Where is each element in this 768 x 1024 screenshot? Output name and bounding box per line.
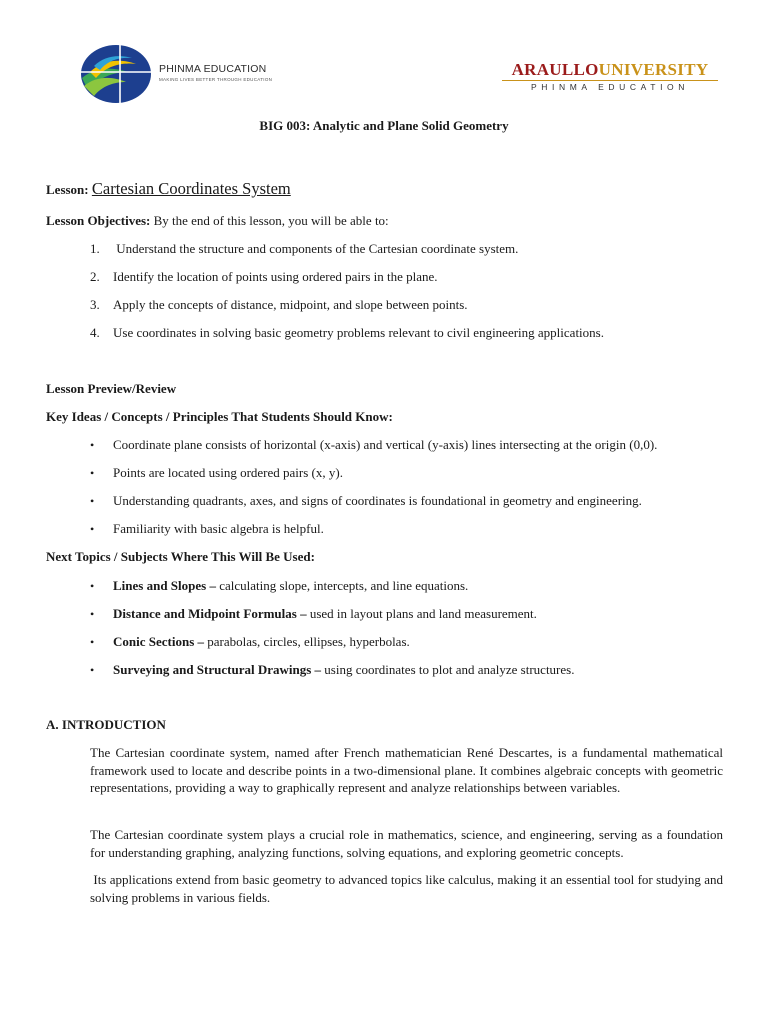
- objectives-intro: By the end of this lesson, you will be able to:: [153, 213, 389, 228]
- next-topic-term: Surveying and Structural Drawings –: [113, 662, 322, 677]
- phinma-brand-name: PHINMA EDUCATION: [159, 63, 267, 75]
- key-ideas-heading: Key Ideas / Concepts / Principles That Students Should Know:: [46, 409, 393, 424]
- lesson-label: Lesson:: [46, 182, 89, 197]
- objectives-label: Lesson Objectives:: [46, 213, 151, 228]
- lesson-name: Cartesian Coordinates System: [91, 179, 291, 198]
- araullo-wordmark: [498, 60, 722, 80]
- bullet-icon: •: [90, 494, 95, 508]
- objectives-intro-line: [46, 213, 389, 229]
- bullet-icon: •: [90, 466, 95, 480]
- next-topic-desc: used in layout plans and land measurement.: [306, 606, 537, 621]
- bullet-icon: •: [90, 607, 95, 621]
- next-topic-term: Lines and Slopes –: [113, 578, 216, 593]
- objective-number: 2.: [90, 269, 100, 284]
- next-topic-desc: parabolas, circles, ellipses, hyperbolas.: [204, 634, 410, 649]
- introduction-paragraph: The Cartesian coordinate system, named after French mathematician René Descartes, is a fundamental mathematical framework used to locate and describe points in a two-dimensional plane. It combines algebraic concepts with geometric representations, providing a way to graphically represent and analyze relationships between variables.: [90, 745, 723, 795]
- bullet-icon: •: [90, 635, 95, 649]
- araullo-university-logo: [498, 60, 722, 94]
- objective-number: 1.: [90, 241, 100, 256]
- objective-text: Apply the concepts of distance, midpoint, and slope between points.: [113, 297, 468, 312]
- bullet-icon: •: [90, 438, 95, 452]
- next-topic-desc: using coordinates to plot and analyze structures.: [321, 662, 575, 677]
- phinma-globe-icon: [76, 42, 152, 106]
- araullo-wordmark-part1: ARAULLO: [511, 60, 599, 79]
- next-topic-desc: calculating slope, intercepts, and line equations.: [215, 578, 469, 593]
- next-topic-text: [113, 578, 468, 594]
- objective-number: 3.: [90, 297, 100, 312]
- key-idea-text: Points are located using ordered pairs (x, y).: [113, 465, 343, 480]
- introduction-paragraph: The Cartesian coordinate system plays a crucial role in mathematics, science, and engineering, serving as a foundation for understanding graphing, analyzing functions, solving equations, and exploring geometric concepts.: [90, 827, 723, 860]
- araullo-subtitle: PHINMA EDUCATION: [531, 82, 689, 92]
- introduction-paragraph: Its applications extend from basic geometry to advanced topics like calculus, making it an essential tool for studying and solving problems in various fields.: [90, 872, 727, 905]
- key-idea-text: Familiarity with basic algebra is helpful.: [113, 521, 324, 536]
- objective-number: 4.: [90, 325, 100, 340]
- next-topic-text: [113, 662, 574, 678]
- bullet-icon: •: [90, 579, 95, 593]
- lesson-line: [46, 181, 291, 198]
- phinma-logo: [76, 42, 306, 106]
- objective-text: Identify the location of points using ordered pairs in the plane.: [113, 269, 438, 284]
- introduction-heading: A. INTRODUCTION: [46, 717, 166, 732]
- next-topic-text: [113, 606, 537, 622]
- next-topics-heading: Next Topics / Subjects Where This Will Be Used:: [46, 549, 315, 564]
- bullet-icon: •: [90, 663, 95, 677]
- araullo-wordmark-part2: UNIVERSITY: [598, 60, 709, 79]
- next-topic-term: Distance and Midpoint Formulas –: [113, 606, 307, 621]
- key-idea-text: Understanding quadrants, axes, and signs of coordinates is foundational in geometry and engineering.: [113, 493, 642, 508]
- bullet-icon: •: [90, 522, 95, 536]
- phinma-tagline: MAKING LIVES BETTER THROUGH EDUCATION: [159, 77, 273, 82]
- araullo-divider: [502, 80, 718, 81]
- preview-heading: Lesson Preview/Review: [46, 381, 177, 396]
- key-idea-text: Coordinate plane consists of horizontal (x-axis) and vertical (y-axis) lines intersecting at the origin (0,0).: [113, 437, 658, 452]
- objective-text: Use coordinates in solving basic geometry problems relevant to civil engineering applications.: [113, 325, 604, 340]
- course-title: BIG 003: Analytic and Plane Solid Geometry: [259, 118, 509, 133]
- next-topic-term: Conic Sections –: [113, 634, 204, 649]
- next-topic-text: [113, 634, 410, 650]
- objective-text: Understand the structure and components of the Cartesian coordinate system.: [113, 241, 519, 256]
